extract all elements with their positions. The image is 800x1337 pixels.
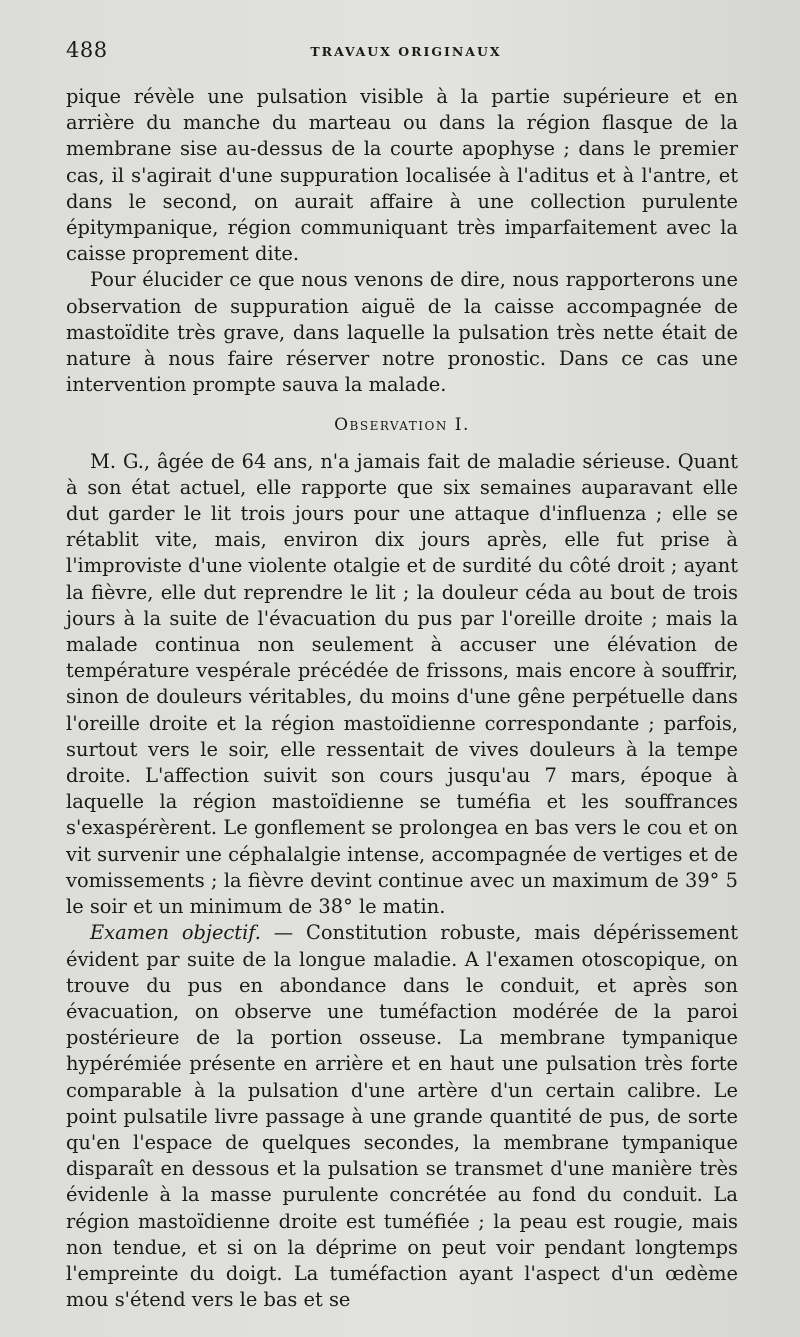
page-header xyxy=(66,38,746,68)
paragraph-4 xyxy=(66,920,738,1313)
observation-heading-text: Observation I. xyxy=(334,415,470,436)
paragraph-1: pique révèle une pulsation visible à la partie supérieure et en arrière du manche du marteau ou dans la région flasque de la membrane sise au-dessus de la courte apophyse ; dans le premier cas, il s'agirait d'une suppuration localisée à l'aditus et à l'antre, et dans le second, on aurait affaire à une collection purulente épitympanique, région communiquant très imparfaitement avec la caisse proprement dite. xyxy=(66,85,738,266)
body-text xyxy=(66,84,738,1313)
paragraph-3: M. G., âgée de 64 ans, n'a jamais fait de maladie sérieuse. Quant à son état actuel, elle rapporte que six semaines auparavant elle dut garder le lit trois jours pour une attaque d'influenza ; elle se rétablit vite, mais, environ dix jours après, elle fut prise à l'improviste d'une violente otalgie et de surdité du côté droit ; ayant la fièvre, elle dut reprendre le lit ; la douleur céda au bout de trois jours à la suite de l'évacuation du pus par l'oreille droite ; mais la malade continua non seulement à accuser une élévation de température vespérale précédée de frissons, mais encore à souffrir, sinon de douleurs véritables, du moins d'une gêne perpétuelle dans l'oreille droite et la région mastoïdienne correspondante ; parfois, surtout vers le soir, elle ressentait de vives douleurs à la tempe droite. L'affection suivit son cours jusqu'au 7 mars, époque à laquelle la région mastoïdienne se tuméfia et les souffrances s'exaspérèrent. Le gonflement se prolongea en bas vers le cou et on vit survenir une céphalalgie intense, accompagnée de vertiges et de vomissements ; la fièvre devint continue avec un maximum de 39° 5 le soir et un minimum de 38° le matin. xyxy=(66,449,738,919)
page-number: 488 xyxy=(66,38,108,62)
paragraph-4-dash: — xyxy=(260,921,306,945)
paragraph-4-lead: Examen objectif. xyxy=(90,921,261,945)
paragraph-4-text: Constitution robuste, mais dépérissement évident par suite de la longue maladie. A l'examen otoscopique, on trouve du pus en abondance dans le conduit, et après son évacuation, on observe une tuméfaction modérée de la paroi postérieure de la portion osseuse. La membrane tympanique hypérémiée présente en arrière et en haut une pulsation très forte comparable à la pulsation d'une artère d'un certain calibre. Le point pulsatile livre passage à une grande quantité de pus, de sorte qu'en l'espace de quelques secondes, la membrane tympanique disparaît en dessous et la pulsation se transmet d'une manière très évidenle à la masse purulente concrétée au fond du conduit. La région mastoïdienne droite est tuméfiée ; la peau est rougie, mais non tendue, et si on la déprime on peut voir pendant longtemps l'empreinte du doigt. La tuméfaction ayant l'aspect d'un œdème mou s'étend vers le bas et se xyxy=(66,921,738,1312)
observation-heading xyxy=(66,412,738,438)
paragraph-2: Pour élucider ce que nous venons de dire, nous rapporterons une observation de suppuration aiguë de la caisse accompagnée de mastoïdite très grave, dans laquelle la pulsation très nette était de nature à nous faire réserver notre pronostic. Dans ce cas une intervention prompte sauva la malade. xyxy=(66,268,738,397)
running-title: TRAVAUX ORIGINAUX xyxy=(310,44,502,59)
